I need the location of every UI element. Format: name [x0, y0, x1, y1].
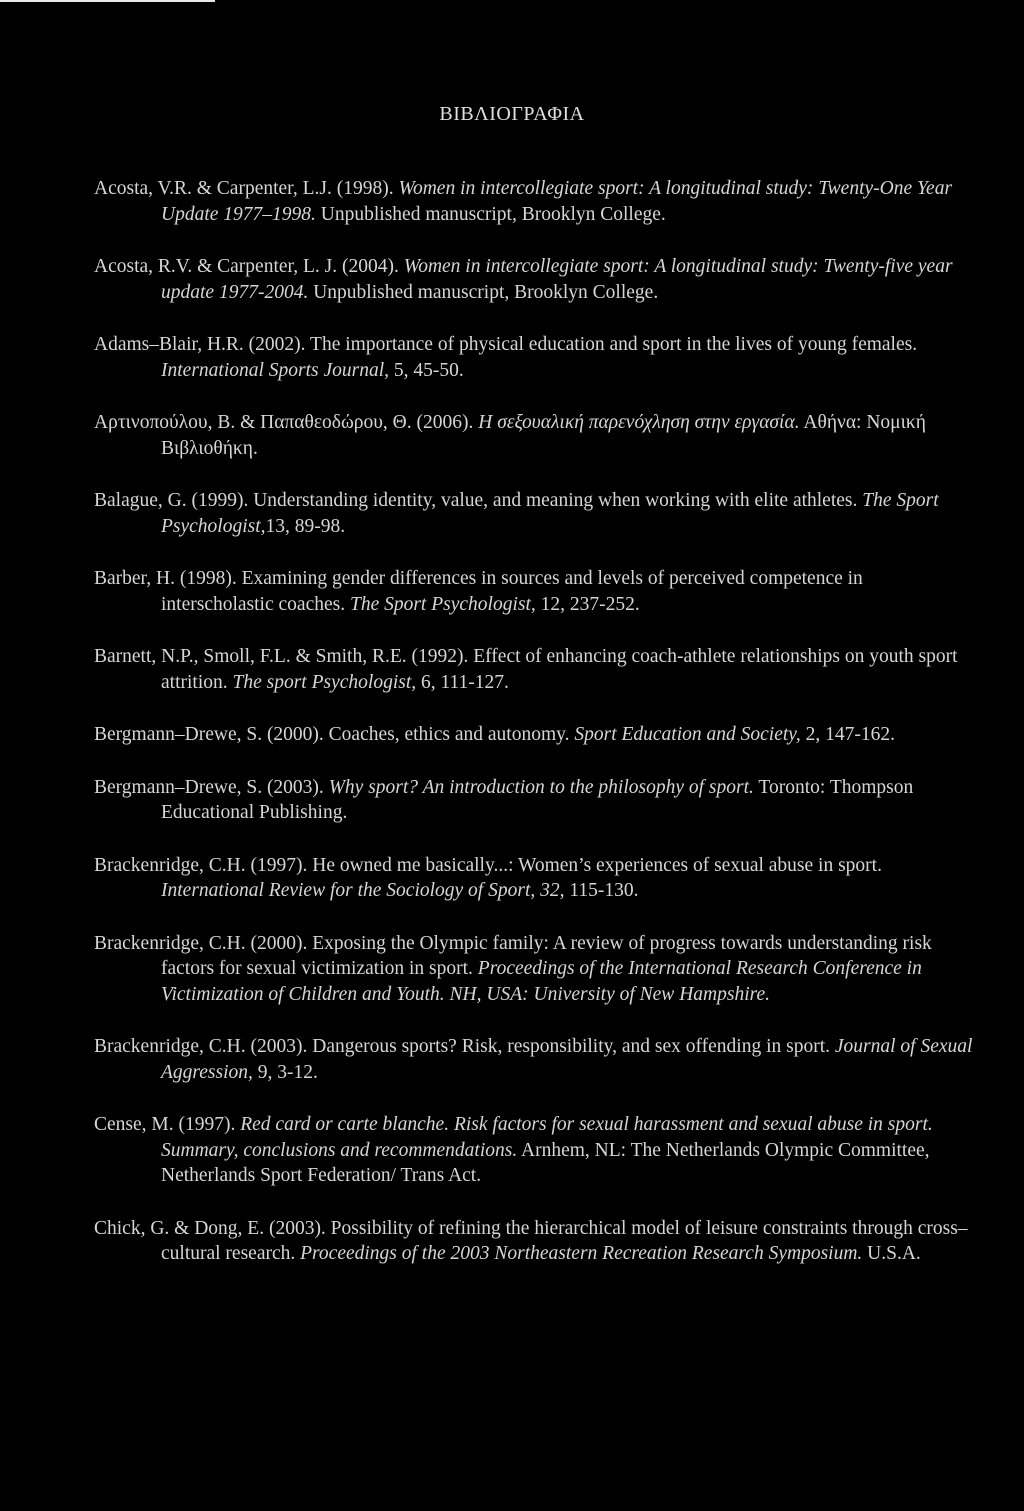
reference-italic: Proceedings of the 2003 Northeastern Recreation Research Symposium.	[300, 1243, 863, 1264]
reference-text: Bergmann–Drewe, S. (2000). Coaches, ethics and autonomy.	[94, 724, 575, 745]
reference-text: Arnhem, NL: The Netherlands Olympic Committee, Netherlands Sport Federation/ Trans Act.	[161, 1139, 930, 1186]
reference-italic: The Sport Psychologist,	[349, 593, 536, 615]
reference-text: Brackenridge, C.H. (2000). Exposing the Olympic family: A review of progress towards understanding risk factors for sexual victimization in sport.	[94, 932, 932, 979]
reference-text: Chick, G. & Dong, E. (2003). Possibility of refining the hierarchical model of leisure constraints through cross– cultural research.	[94, 1217, 968, 1264]
reference-text: Αθήνα: Νομική Βιβλιοθήκη.	[161, 412, 926, 459]
reference-text: Bergmann–Drewe, S. (2003).	[94, 776, 329, 798]
reference-text: Balague, G. (1999). Understanding identity, value, and meaning when working with elite athletes.	[94, 490, 863, 511]
reference-text: Barber, H. (1998). Examining gender differences in sources and levels of perceived competence in interscholastic coaches.	[94, 568, 863, 615]
reference-text: Acosta, R.V. & Carpenter, L. J. (2004).	[94, 256, 404, 277]
reference-item	[94, 644, 974, 695]
reference-italic: Women in intercollegiate sport: A longitudinal study: Twenty-One Year Update 1977–1998.	[161, 178, 953, 225]
reference-text: Unpublished manuscript, Brooklyn College.	[308, 281, 659, 303]
reference-item	[94, 488, 974, 539]
reference-italic: International Review for the Sociology of Sport, 32,	[161, 880, 565, 901]
reference-text: Toronto: Thompson Educational Publishing.	[161, 776, 914, 823]
reference-item	[94, 566, 974, 617]
reference-italic: Why sport? An introduction to the philosophy of sport.	[328, 776, 754, 798]
reference-italic: Sport Education and Society,	[574, 724, 801, 745]
reference-italic: International Sports Journal,	[161, 359, 390, 381]
reference-text: 13, 89-98.	[265, 515, 346, 537]
reference-item	[94, 775, 974, 826]
reference-italic: Women in intercollegiate sport: A longitudinal study: Twenty-five year update 1977-2004.	[161, 256, 953, 303]
reference-item	[94, 1216, 974, 1267]
reference-text: Brackenridge, C.H. (1997). He owned me basically...: Women’s experiences of sexual abuse in sport.	[94, 854, 882, 876]
reference-item	[94, 1034, 974, 1085]
reference-text: 12, 237-252.	[535, 593, 640, 615]
reference-text: 115-130.	[564, 880, 639, 901]
reference-item	[94, 254, 974, 305]
reference-text: 2, 147-162.	[800, 724, 895, 745]
reference-item	[94, 332, 974, 383]
reference-list	[94, 176, 974, 1294]
reference-italic: The Sport Psychologist,	[161, 490, 939, 537]
reference-text: Barnett, N.P., Smoll, F.L. & Smith, R.E. (1992). Effect of enhancing coach-athlete relationships on youth sport attrition.	[94, 646, 958, 693]
reference-item	[94, 722, 974, 748]
reference-text: Unpublished manuscript, Brooklyn College.	[315, 203, 666, 225]
reference-italic: The sport Psychologist,	[232, 671, 417, 693]
reference-text: 5, 45-50.	[389, 359, 464, 381]
reference-italic: Η σεξουαλική παρενόχληση στην εργασία.	[478, 412, 800, 433]
reference-text: Cense, M. (1997).	[94, 1114, 241, 1135]
reference-text: 9, 3-12.	[252, 1061, 318, 1083]
reference-item	[94, 931, 974, 1008]
reference-text: Αρτινοπούλου, Β. & Παπαθεοδώρου, Θ. (2006).	[94, 412, 479, 433]
reference-text: 6, 111-127.	[416, 671, 509, 693]
reference-text: Adams–Blair, H.R. (2002). The importance of physical education and sport in the lives of young females.	[94, 334, 918, 355]
reference-item	[94, 1112, 974, 1189]
reference-text: Acosta, V.R. & Carpenter, L.J. (1998).	[94, 178, 399, 199]
page-title: ΒΙΒΛΙΟΓΡΑΦΙΑ	[439, 103, 585, 125]
reference-text: U.S.A.	[862, 1243, 921, 1264]
reference-italic: Proceedings of the International Research Conference in Victimization of Children and Youth. NH, USA: University of New Hampshire.	[161, 958, 922, 1005]
reference-italic: Journal of Sexual Aggression,	[161, 1036, 973, 1083]
reference-italic: Red card or carte blanche. Risk factors for sexual harassment and sexual abuse in sport. Summary, conclusions and recommendations.	[161, 1114, 933, 1161]
reference-item	[94, 853, 974, 904]
reference-item	[94, 176, 974, 227]
reference-text: Brackenridge, C.H. (2003). Dangerous sports? Risk, responsibility, and sex offending in sport.	[94, 1036, 835, 1057]
reference-item	[94, 410, 974, 461]
top-rule	[0, 0, 215, 2]
